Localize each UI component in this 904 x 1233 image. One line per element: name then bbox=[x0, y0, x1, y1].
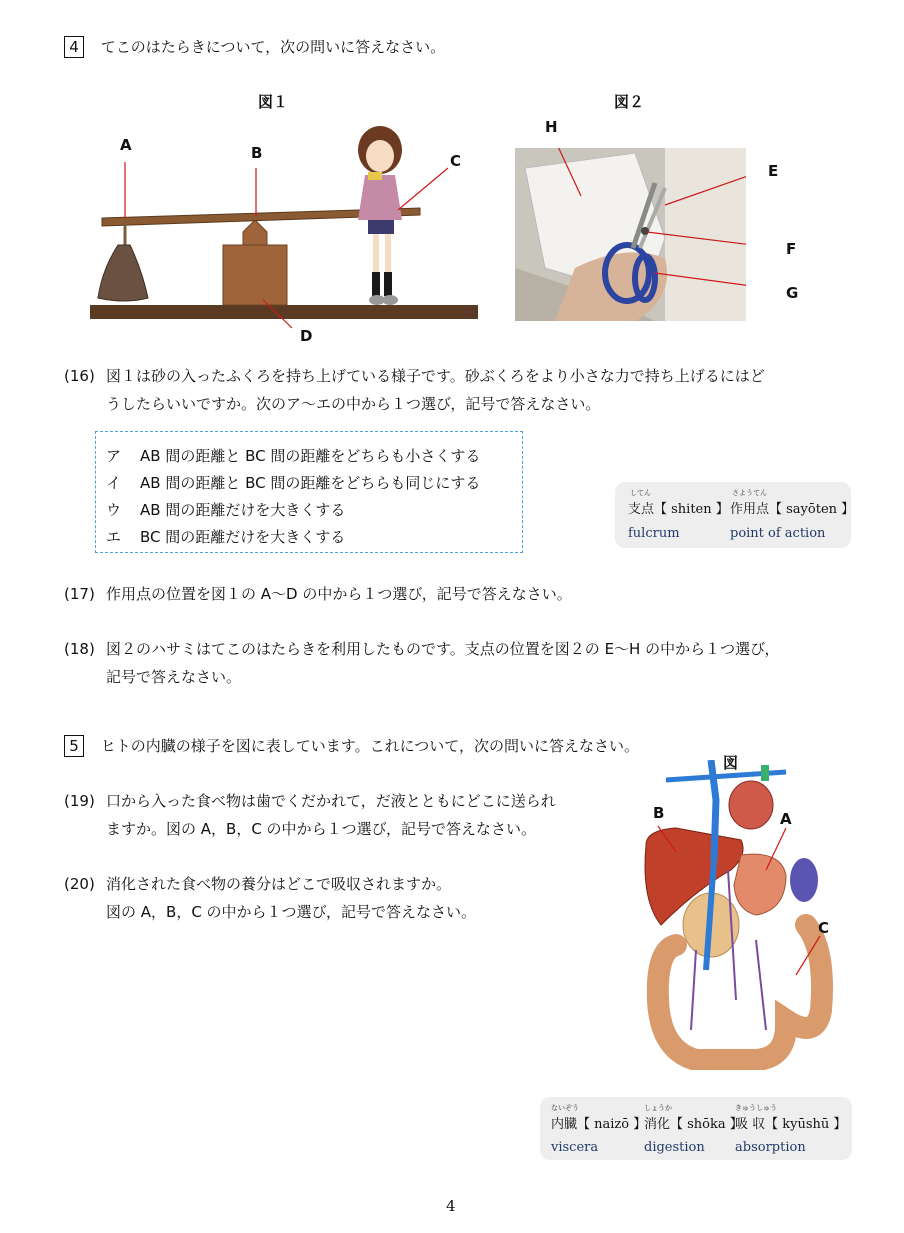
section-5-header bbox=[64, 735, 639, 757]
question-20-line-1: 消化された食べ物の養分はどこで吸収されますか。 bbox=[106, 875, 452, 893]
section-5-title: ヒトの内臓の様子を図に表しています。これについて，次の問いに答えなさい。 bbox=[100, 737, 639, 755]
question-17 bbox=[64, 580, 884, 610]
glossary-item: さようてん 作用点【 sayōten 】 point of action bbox=[730, 489, 855, 541]
question-20-line-2: 図の A，B，C の中から１つ選び，記号で答えなさい。 bbox=[106, 903, 476, 921]
viscera-label-c: C bbox=[818, 919, 830, 937]
sand-bag bbox=[98, 245, 148, 301]
section-4-header bbox=[64, 36, 445, 58]
question-16-choices-box bbox=[95, 431, 523, 553]
fig1-label-d: D bbox=[300, 327, 313, 345]
viscera-label-a: A bbox=[780, 810, 792, 828]
fig2-label-f: F bbox=[786, 240, 797, 258]
glossary-item: してん 支点【 shiten 】 fulcrum bbox=[628, 489, 729, 541]
question-19 bbox=[64, 787, 624, 847]
glossary-item: きゅうしゅう 吸 収【 kyūshū 】 absorption bbox=[735, 1104, 847, 1155]
question-17-number: (17) bbox=[64, 585, 95, 603]
question-17-line-1: 作用点の位置を図１の A～D の中から１つ選び，記号で答えなさい。 bbox=[106, 585, 572, 603]
girl-figure bbox=[358, 126, 402, 305]
fulcrum-tip bbox=[243, 220, 267, 245]
figure-1-title: 図１ bbox=[258, 93, 289, 111]
glossary-box-2 bbox=[540, 1097, 852, 1160]
heart bbox=[729, 781, 773, 829]
spleen bbox=[790, 858, 818, 902]
figure-1-lever bbox=[80, 120, 500, 350]
fig1-label-b: B bbox=[251, 144, 263, 162]
viscera-figure-title: 図 bbox=[723, 754, 739, 772]
fig2-label-e: E bbox=[768, 162, 779, 180]
section-4-title: てこのはたらきについて，次の問いに答えなさい。 bbox=[100, 38, 446, 56]
question-18-line-2: 記号で答えなさい。 bbox=[106, 668, 242, 686]
fig1-label-a: A bbox=[120, 136, 132, 154]
ground-board bbox=[90, 305, 478, 319]
page-number: 4 bbox=[446, 1197, 456, 1215]
viscera-figure bbox=[636, 760, 846, 1070]
question-16-line-1: 図１は砂の入ったふくろを持ち上げている様子です。砂ぶくろをより小さな力で持ち上げるにはど bbox=[106, 367, 765, 385]
fig1-label-c: C bbox=[450, 152, 462, 170]
large-intestine bbox=[658, 925, 822, 1060]
question-16-line-2: うしたらいいですか。次のア～エの中から１つ選び，記号で答えなさい。 bbox=[106, 395, 601, 413]
choice-i: イ AB 間の距離と BC 間の距離をどちらも同じにする bbox=[106, 474, 481, 492]
question-18-line-1: 図２のハサミはてこのはたらきを利用したものです。支点の位置を図２の E～H の中から１つ選び， bbox=[106, 640, 780, 658]
choice-e: エ BC 間の距離だけを大きくする bbox=[106, 528, 346, 546]
section-5-number: 5 bbox=[64, 735, 84, 757]
figure-2-scissors-photo bbox=[515, 148, 746, 321]
glossary-item: しょうか 消化【 shōka 】 digestion bbox=[644, 1104, 743, 1155]
stomach bbox=[734, 854, 786, 915]
glossary-item: ないぞう 内臓【 naizō 】 viscera bbox=[551, 1104, 647, 1155]
section-4-number: 4 bbox=[64, 36, 84, 58]
glossary-box-1 bbox=[615, 482, 855, 548]
question-19-number: (19) bbox=[64, 792, 95, 810]
question-16 bbox=[64, 362, 884, 422]
question-20-number: (20) bbox=[64, 875, 95, 893]
question-18-number: (18) bbox=[64, 640, 95, 658]
question-18 bbox=[64, 635, 884, 695]
choice-u: ウ AB 間の距離だけを大きくする bbox=[106, 501, 346, 519]
fulcrum-block bbox=[223, 245, 287, 305]
viscera-label-b: B bbox=[653, 804, 665, 822]
choice-a: ア AB 間の距離と BC 間の距離をどちらも小さくする bbox=[106, 447, 481, 465]
question-16-number: (16) bbox=[64, 367, 95, 385]
question-19-line-2: ますか。図の A，B，C の中から１つ選び，記号で答えなさい。 bbox=[106, 820, 536, 838]
question-20 bbox=[64, 870, 624, 930]
figure-2-title: 図２ bbox=[614, 93, 645, 111]
question-19-line-1: 口から入った食べ物は歯でくだかれて，だ液とともにどこに送られ bbox=[106, 792, 556, 810]
fig2-label-h: H bbox=[545, 118, 558, 136]
fig2-label-g: G bbox=[786, 284, 799, 302]
